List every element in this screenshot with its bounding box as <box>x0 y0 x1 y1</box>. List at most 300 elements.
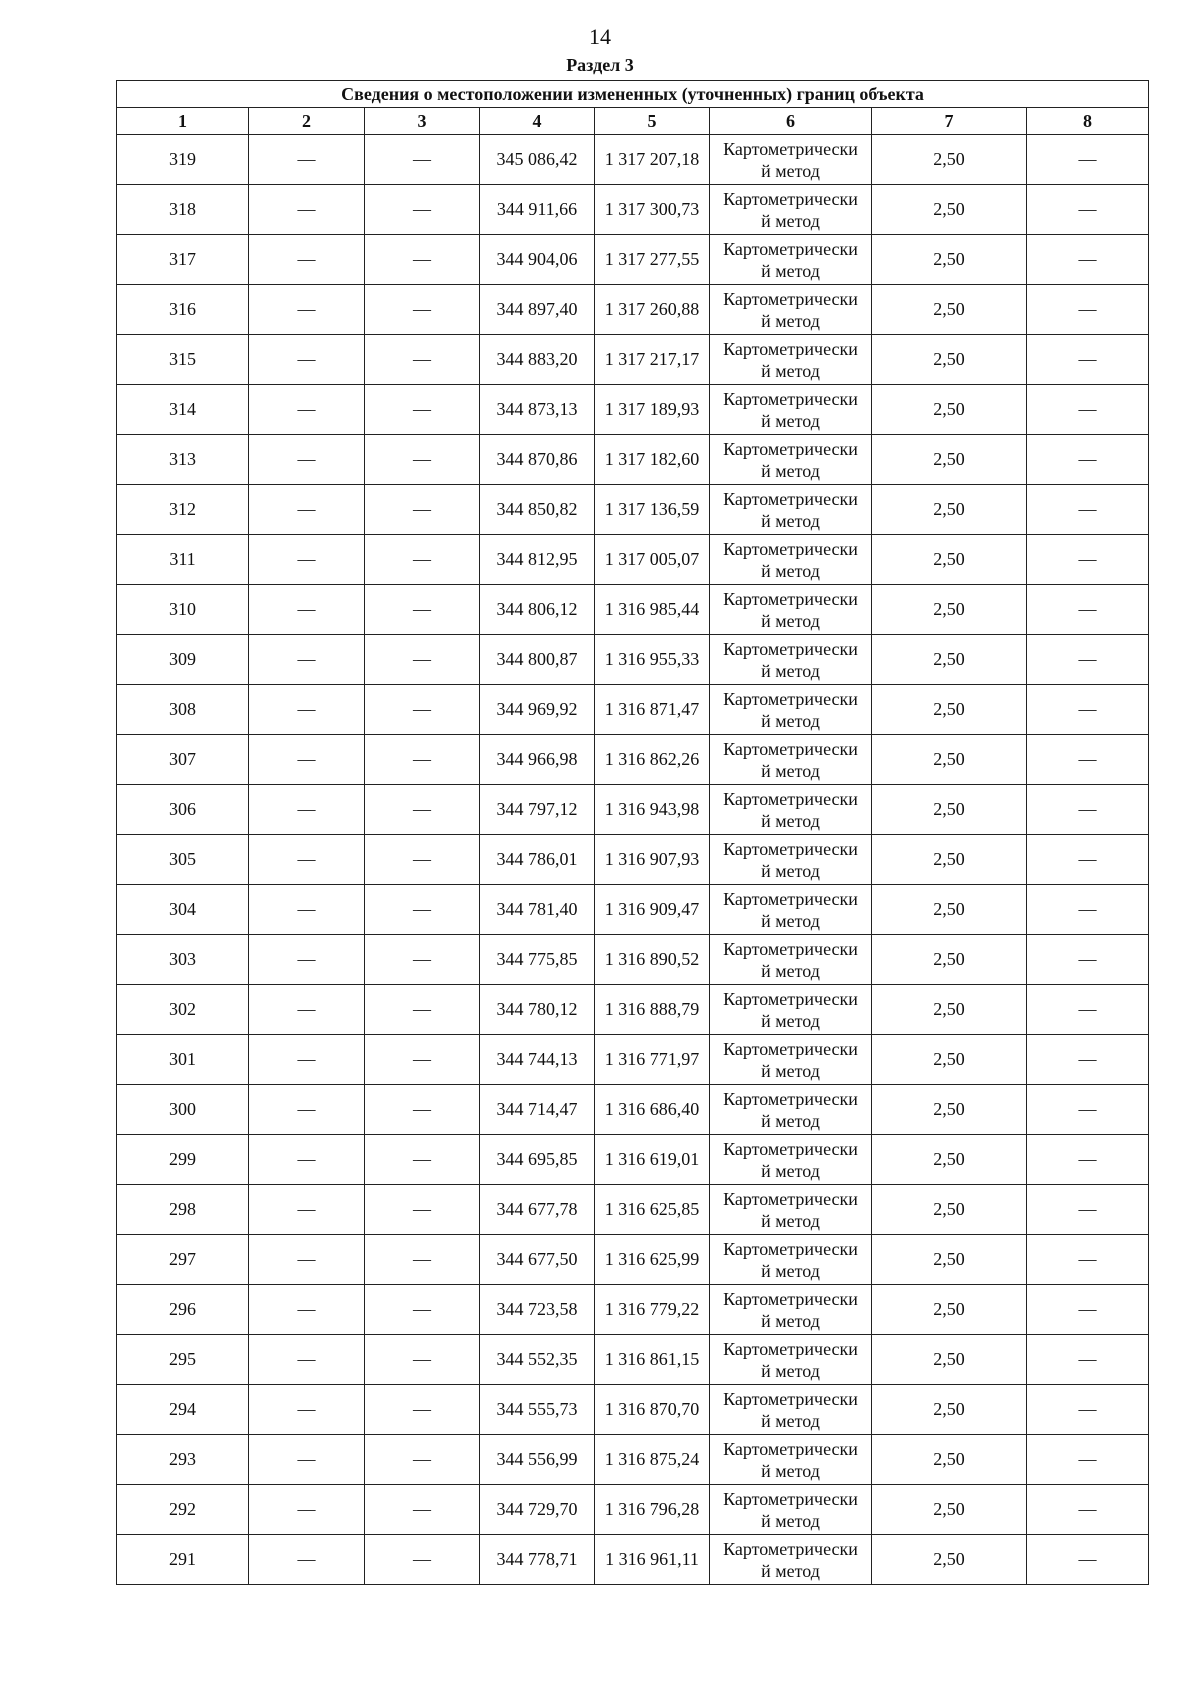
col2-dash-cell: — <box>249 1385 365 1435</box>
col3-dash-cell: — <box>365 1035 480 1085</box>
col8-dash-cell: — <box>1027 285 1149 335</box>
accuracy-cell: 2,50 <box>872 1035 1027 1085</box>
point-number-cell: 304 <box>117 885 249 935</box>
col8-dash-cell: — <box>1027 1135 1149 1185</box>
col2-dash-cell: — <box>249 635 365 685</box>
accuracy-cell: 2,50 <box>872 335 1027 385</box>
method-cell <box>710 435 872 485</box>
y-coordinate-cell: 1 316 861,15 <box>595 1335 710 1385</box>
x-coordinate-cell: 344 555,73 <box>480 1385 595 1435</box>
point-number-cell: 293 <box>117 1435 249 1485</box>
method-line-2: й метод <box>761 960 820 981</box>
accuracy-cell: 2,50 <box>872 835 1027 885</box>
col3-dash-cell: — <box>365 1485 480 1535</box>
col3-dash-cell: — <box>365 785 480 835</box>
y-coordinate-cell: 1 317 182,60 <box>595 435 710 485</box>
method-cell <box>710 1035 872 1085</box>
point-number-cell: 300 <box>117 1085 249 1135</box>
col2-dash-cell: — <box>249 535 365 585</box>
point-number-cell: 301 <box>117 1035 249 1085</box>
method-cell <box>710 1535 872 1585</box>
point-number-cell: 303 <box>117 935 249 985</box>
x-coordinate-cell: 344 677,50 <box>480 1235 595 1285</box>
col2-dash-cell: — <box>249 585 365 635</box>
table-row <box>117 1435 1149 1485</box>
method-cell <box>710 1085 872 1135</box>
table-row <box>117 1235 1149 1285</box>
col3-dash-cell: — <box>365 1135 480 1185</box>
table-row <box>117 585 1149 635</box>
point-number-cell: 312 <box>117 485 249 535</box>
method-cell <box>710 485 872 535</box>
column-number-header: 1 <box>117 108 249 135</box>
method-cell <box>710 685 872 735</box>
col2-dash-cell: — <box>249 485 365 535</box>
accuracy-cell: 2,50 <box>872 1435 1027 1485</box>
method-line-2: й метод <box>761 1060 820 1081</box>
accuracy-cell: 2,50 <box>872 185 1027 235</box>
method-cell <box>710 235 872 285</box>
col3-dash-cell: — <box>365 685 480 735</box>
y-coordinate-cell: 1 317 217,17 <box>595 335 710 385</box>
method-cell <box>710 1285 872 1335</box>
col2-dash-cell: — <box>249 435 365 485</box>
method-cell <box>710 735 872 785</box>
boundary-coordinates-table <box>116 80 1149 1585</box>
method-cell <box>710 385 872 435</box>
table-row <box>117 285 1149 335</box>
col3-dash-cell: — <box>365 185 480 235</box>
method-cell <box>710 785 872 835</box>
col8-dash-cell: — <box>1027 335 1149 385</box>
accuracy-cell: 2,50 <box>872 1285 1027 1335</box>
method-line-2: й метод <box>761 910 820 931</box>
point-number-cell: 302 <box>117 985 249 1035</box>
accuracy-cell: 2,50 <box>872 1135 1027 1185</box>
col2-dash-cell: — <box>249 1035 365 1085</box>
y-coordinate-cell: 1 316 907,93 <box>595 835 710 885</box>
point-number-cell: 311 <box>117 535 249 585</box>
table-row <box>117 1285 1149 1335</box>
method-cell <box>710 135 872 185</box>
method-line-1: Картометрически <box>723 438 858 459</box>
col8-dash-cell: — <box>1027 135 1149 185</box>
col8-dash-cell: — <box>1027 235 1149 285</box>
col3-dash-cell: — <box>365 635 480 685</box>
method-line-1: Картометрически <box>723 1338 858 1359</box>
y-coordinate-cell: 1 316 985,44 <box>595 585 710 635</box>
col2-dash-cell: — <box>249 1335 365 1385</box>
method-line-2: й метод <box>761 210 820 231</box>
accuracy-cell: 2,50 <box>872 635 1027 685</box>
method-line-1: Картометрически <box>723 788 858 809</box>
y-coordinate-cell: 1 316 961,11 <box>595 1535 710 1585</box>
method-line-1: Картометрически <box>723 1438 858 1459</box>
col8-dash-cell: — <box>1027 1285 1149 1335</box>
x-coordinate-cell: 344 904,06 <box>480 235 595 285</box>
table-row <box>117 985 1149 1035</box>
page-number: 14 <box>589 24 611 49</box>
point-number-cell: 291 <box>117 1535 249 1585</box>
col2-dash-cell: — <box>249 235 365 285</box>
method-cell <box>710 1335 872 1385</box>
col3-dash-cell: — <box>365 1335 480 1385</box>
x-coordinate-cell: 344 800,87 <box>480 635 595 685</box>
col3-dash-cell: — <box>365 535 480 585</box>
method-line-2: й метод <box>761 410 820 431</box>
method-line-1: Картометрически <box>723 1238 858 1259</box>
col8-dash-cell: — <box>1027 785 1149 835</box>
method-line-2: й метод <box>761 310 820 331</box>
y-coordinate-cell: 1 316 779,22 <box>595 1285 710 1335</box>
accuracy-cell: 2,50 <box>872 985 1027 1035</box>
table-row <box>117 885 1149 935</box>
column-number-header: 5 <box>595 108 710 135</box>
x-coordinate-cell: 344 714,47 <box>480 1085 595 1135</box>
table-row <box>117 835 1149 885</box>
method-line-1: Картометрически <box>723 738 858 759</box>
x-coordinate-cell: 344 911,66 <box>480 185 595 235</box>
col8-dash-cell: — <box>1027 835 1149 885</box>
method-line-2: й метод <box>761 1460 820 1481</box>
table-row <box>117 185 1149 235</box>
col2-dash-cell: — <box>249 985 365 1035</box>
accuracy-cell: 2,50 <box>872 1385 1027 1435</box>
x-coordinate-cell: 344 744,13 <box>480 1035 595 1085</box>
method-line-1: Картометрически <box>723 288 858 309</box>
x-coordinate-cell: 344 556,99 <box>480 1435 595 1485</box>
point-number-cell: 315 <box>117 335 249 385</box>
column-number-header: 8 <box>1027 108 1149 135</box>
point-number-cell: 308 <box>117 685 249 735</box>
accuracy-cell: 2,50 <box>872 685 1027 735</box>
accuracy-cell: 2,50 <box>872 585 1027 635</box>
column-number-header: 2 <box>249 108 365 135</box>
point-number-cell: 309 <box>117 635 249 685</box>
method-cell <box>710 1135 872 1185</box>
method-line-2: й метод <box>761 1560 820 1581</box>
col2-dash-cell: — <box>249 1085 365 1135</box>
method-line-1: Картометрически <box>723 1488 858 1509</box>
method-line-1: Картометрически <box>723 688 858 709</box>
method-line-1: Картометрически <box>723 838 858 859</box>
method-line-1: Картометрически <box>723 1088 858 1109</box>
col3-dash-cell: — <box>365 1285 480 1335</box>
y-coordinate-cell: 1 317 277,55 <box>595 235 710 285</box>
point-number-cell: 306 <box>117 785 249 835</box>
x-coordinate-cell: 344 723,58 <box>480 1285 595 1335</box>
col3-dash-cell: — <box>365 585 480 635</box>
method-line-2: й метод <box>761 810 820 831</box>
x-coordinate-cell: 344 883,20 <box>480 335 595 385</box>
col2-dash-cell: — <box>249 1485 365 1535</box>
point-number-cell: 305 <box>117 835 249 885</box>
col8-dash-cell: — <box>1027 1085 1149 1135</box>
y-coordinate-cell: 1 316 888,79 <box>595 985 710 1035</box>
y-coordinate-cell: 1 317 207,18 <box>595 135 710 185</box>
accuracy-cell: 2,50 <box>872 435 1027 485</box>
method-line-2: й метод <box>761 510 820 531</box>
accuracy-cell: 2,50 <box>872 385 1027 435</box>
method-line-1: Картометрически <box>723 388 858 409</box>
col8-dash-cell: — <box>1027 885 1149 935</box>
method-line-2: й метод <box>761 260 820 281</box>
x-coordinate-cell: 344 870,86 <box>480 435 595 485</box>
y-coordinate-cell: 1 317 260,88 <box>595 285 710 335</box>
accuracy-cell: 2,50 <box>872 135 1027 185</box>
table-row <box>117 1485 1149 1535</box>
accuracy-cell: 2,50 <box>872 1235 1027 1285</box>
col3-dash-cell: — <box>365 835 480 885</box>
table-row <box>117 785 1149 835</box>
col3-dash-cell: — <box>365 1535 480 1585</box>
col3-dash-cell: — <box>365 1185 480 1235</box>
table-body <box>117 135 1149 1585</box>
col3-dash-cell: — <box>365 285 480 335</box>
method-cell <box>710 835 872 885</box>
method-line-2: й метод <box>761 1160 820 1181</box>
col8-dash-cell: — <box>1027 385 1149 435</box>
table-row <box>117 535 1149 585</box>
table-row <box>117 1535 1149 1585</box>
method-line-1: Картометрически <box>723 1138 858 1159</box>
col8-dash-cell: — <box>1027 935 1149 985</box>
y-coordinate-cell: 1 316 862,26 <box>595 735 710 785</box>
method-line-2: й метод <box>761 1360 820 1381</box>
y-coordinate-cell: 1 317 136,59 <box>595 485 710 535</box>
method-cell <box>710 285 872 335</box>
method-line-2: й метод <box>761 610 820 631</box>
col8-dash-cell: — <box>1027 585 1149 635</box>
column-number-header: 7 <box>872 108 1027 135</box>
x-coordinate-cell: 344 677,78 <box>480 1185 595 1235</box>
col8-dash-cell: — <box>1027 535 1149 585</box>
point-number-cell: 318 <box>117 185 249 235</box>
col2-dash-cell: — <box>249 785 365 835</box>
x-coordinate-cell: 344 850,82 <box>480 485 595 535</box>
table-row <box>117 1085 1149 1135</box>
method-line-1: Картометрически <box>723 988 858 1009</box>
col2-dash-cell: — <box>249 185 365 235</box>
method-line-2: й метод <box>761 160 820 181</box>
x-coordinate-cell: 344 781,40 <box>480 885 595 935</box>
point-number-cell: 313 <box>117 435 249 485</box>
table-caption: Сведения о местоположении измененных (уточненных) границ объекта <box>117 81 1149 108</box>
y-coordinate-cell: 1 316 625,99 <box>595 1235 710 1285</box>
col3-dash-cell: — <box>365 135 480 185</box>
col3-dash-cell: — <box>365 735 480 785</box>
table-row <box>117 1385 1149 1435</box>
accuracy-cell: 2,50 <box>872 1085 1027 1135</box>
point-number-cell: 319 <box>117 135 249 185</box>
method-cell <box>710 535 872 585</box>
col3-dash-cell: — <box>365 885 480 935</box>
accuracy-cell: 2,50 <box>872 1335 1027 1385</box>
method-line-2: й метод <box>761 360 820 381</box>
table-row <box>117 485 1149 535</box>
x-coordinate-cell: 344 775,85 <box>480 935 595 985</box>
method-cell <box>710 1385 872 1435</box>
y-coordinate-cell: 1 316 875,24 <box>595 1435 710 1485</box>
table-row <box>117 1135 1149 1185</box>
method-line-1: Картометрически <box>723 488 858 509</box>
col8-dash-cell: — <box>1027 1385 1149 1435</box>
y-coordinate-cell: 1 316 871,47 <box>595 685 710 735</box>
table-row <box>117 335 1149 385</box>
method-line-2: й метод <box>761 1210 820 1231</box>
x-coordinate-cell: 344 806,12 <box>480 585 595 635</box>
method-line-1: Картометрически <box>723 1188 858 1209</box>
y-coordinate-cell: 1 317 005,07 <box>595 535 710 585</box>
y-coordinate-cell: 1 316 890,52 <box>595 935 710 985</box>
method-cell <box>710 635 872 685</box>
x-coordinate-cell: 344 780,12 <box>480 985 595 1035</box>
method-line-1: Картометрически <box>723 1288 858 1309</box>
col3-dash-cell: — <box>365 1085 480 1135</box>
method-line-1: Картометрически <box>723 538 858 559</box>
col8-dash-cell: — <box>1027 1185 1149 1235</box>
method-line-2: й метод <box>761 860 820 881</box>
accuracy-cell: 2,50 <box>872 735 1027 785</box>
y-coordinate-cell: 1 316 796,28 <box>595 1485 710 1535</box>
method-line-2: й метод <box>761 1510 820 1531</box>
col8-dash-cell: — <box>1027 1485 1149 1535</box>
y-coordinate-cell: 1 316 870,70 <box>595 1385 710 1435</box>
col2-dash-cell: — <box>249 885 365 935</box>
method-line-2: й метод <box>761 710 820 731</box>
point-number-cell: 297 <box>117 1235 249 1285</box>
col3-dash-cell: — <box>365 935 480 985</box>
method-cell <box>710 1485 872 1535</box>
method-cell <box>710 585 872 635</box>
method-cell <box>710 1235 872 1285</box>
accuracy-cell: 2,50 <box>872 935 1027 985</box>
point-number-cell: 316 <box>117 285 249 335</box>
table-row <box>117 685 1149 735</box>
table-row <box>117 435 1149 485</box>
col3-dash-cell: — <box>365 335 480 385</box>
col8-dash-cell: — <box>1027 185 1149 235</box>
accuracy-cell: 2,50 <box>872 235 1027 285</box>
point-number-cell: 314 <box>117 385 249 435</box>
method-line-2: й метод <box>761 1260 820 1281</box>
col8-dash-cell: — <box>1027 1235 1149 1285</box>
method-line-2: й метод <box>761 560 820 581</box>
method-line-2: й метод <box>761 1410 820 1431</box>
table-row <box>117 235 1149 285</box>
method-line-2: й метод <box>761 1010 820 1031</box>
col8-dash-cell: — <box>1027 485 1149 535</box>
x-coordinate-cell: 344 729,70 <box>480 1485 595 1535</box>
x-coordinate-cell: 345 086,42 <box>480 135 595 185</box>
col3-dash-cell: — <box>365 485 480 535</box>
accuracy-cell: 2,50 <box>872 1185 1027 1235</box>
col2-dash-cell: — <box>249 285 365 335</box>
table-row <box>117 1335 1149 1385</box>
col8-dash-cell: — <box>1027 1435 1149 1485</box>
y-coordinate-cell: 1 316 625,85 <box>595 1185 710 1235</box>
method-line-1: Картометрически <box>723 138 858 159</box>
col3-dash-cell: — <box>365 1385 480 1435</box>
point-number-cell: 317 <box>117 235 249 285</box>
col8-dash-cell: — <box>1027 435 1149 485</box>
col2-dash-cell: — <box>249 385 365 435</box>
accuracy-cell: 2,50 <box>872 285 1027 335</box>
col3-dash-cell: — <box>365 1435 480 1485</box>
col8-dash-cell: — <box>1027 985 1149 1035</box>
point-number-cell: 292 <box>117 1485 249 1535</box>
method-line-2: й метод <box>761 760 820 781</box>
col3-dash-cell: — <box>365 235 480 285</box>
method-line-2: й метод <box>761 460 820 481</box>
y-coordinate-cell: 1 316 955,33 <box>595 635 710 685</box>
method-line-1: Картометрически <box>723 338 858 359</box>
point-number-cell: 298 <box>117 1185 249 1235</box>
table-row <box>117 385 1149 435</box>
method-line-2: й метод <box>761 660 820 681</box>
table-row <box>117 735 1149 785</box>
point-number-cell: 299 <box>117 1135 249 1185</box>
method-line-1: Картометрически <box>723 238 858 259</box>
x-coordinate-cell: 344 786,01 <box>480 835 595 885</box>
accuracy-cell: 2,50 <box>872 485 1027 535</box>
table-row <box>117 1035 1149 1085</box>
point-number-cell: 307 <box>117 735 249 785</box>
method-line-2: й метод <box>761 1310 820 1331</box>
column-number-row <box>117 108 1149 135</box>
method-line-1: Картометрически <box>723 1538 858 1559</box>
y-coordinate-cell: 1 317 189,93 <box>595 385 710 435</box>
col2-dash-cell: — <box>249 685 365 735</box>
column-number-header: 6 <box>710 108 872 135</box>
col3-dash-cell: — <box>365 985 480 1035</box>
col2-dash-cell: — <box>249 1235 365 1285</box>
x-coordinate-cell: 344 966,98 <box>480 735 595 785</box>
col8-dash-cell: — <box>1027 635 1149 685</box>
table-row <box>117 135 1149 185</box>
table-row <box>117 1185 1149 1235</box>
col2-dash-cell: — <box>249 1435 365 1485</box>
method-line-1: Картометрически <box>723 1038 858 1059</box>
accuracy-cell: 2,50 <box>872 885 1027 935</box>
column-number-header: 3 <box>365 108 480 135</box>
method-line-1: Картометрически <box>723 888 858 909</box>
y-coordinate-cell: 1 316 771,97 <box>595 1035 710 1085</box>
y-coordinate-cell: 1 316 686,40 <box>595 1085 710 1135</box>
method-cell <box>710 885 872 935</box>
method-cell <box>710 1435 872 1485</box>
col8-dash-cell: — <box>1027 1035 1149 1085</box>
point-number-cell: 294 <box>117 1385 249 1435</box>
table-row <box>117 635 1149 685</box>
method-line-1: Картометрически <box>723 1388 858 1409</box>
col2-dash-cell: — <box>249 1535 365 1585</box>
col3-dash-cell: — <box>365 385 480 435</box>
col2-dash-cell: — <box>249 335 365 385</box>
x-coordinate-cell: 344 695,85 <box>480 1135 595 1185</box>
accuracy-cell: 2,50 <box>872 535 1027 585</box>
method-cell <box>710 335 872 385</box>
y-coordinate-cell: 1 316 943,98 <box>595 785 710 835</box>
y-coordinate-cell: 1 316 909,47 <box>595 885 710 935</box>
y-coordinate-cell: 1 317 300,73 <box>595 185 710 235</box>
method-line-1: Картометрически <box>723 938 858 959</box>
point-number-cell: 295 <box>117 1335 249 1385</box>
col2-dash-cell: — <box>249 1185 365 1235</box>
col8-dash-cell: — <box>1027 685 1149 735</box>
accuracy-cell: 2,50 <box>872 1535 1027 1585</box>
x-coordinate-cell: 344 897,40 <box>480 285 595 335</box>
